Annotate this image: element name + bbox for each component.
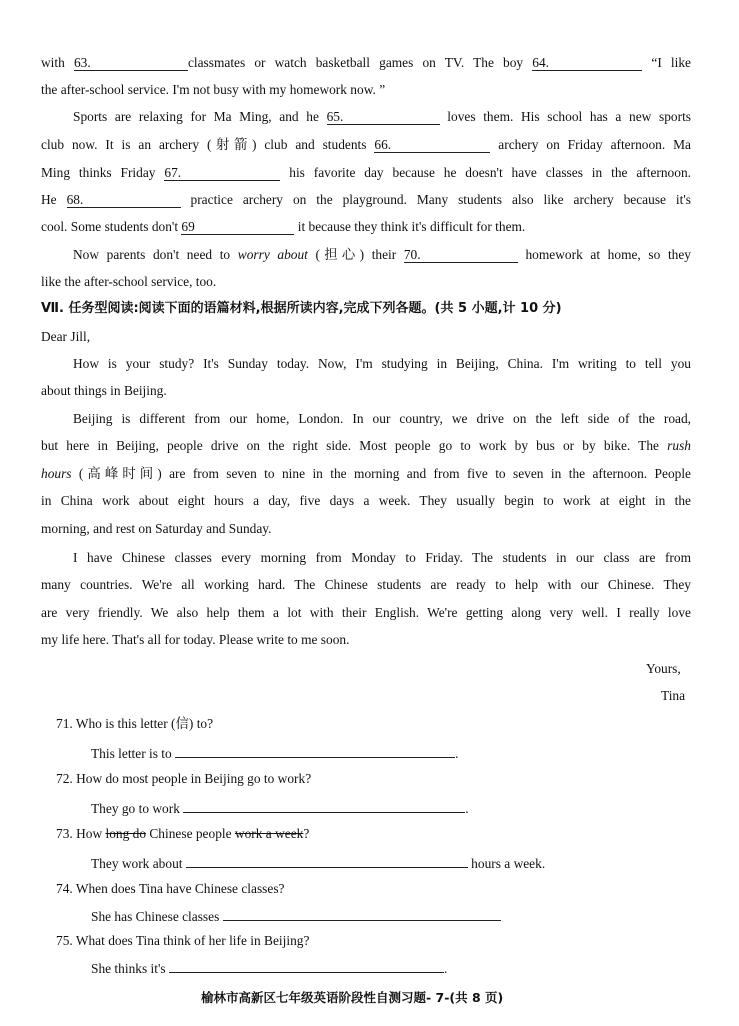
passage-line-9: like the after-school service, too.: [41, 274, 217, 289]
question-71: 71. Who is this letter (信) to?: [56, 716, 214, 731]
letter-line: in China work about eight hours a day, five days a week. They usually begin to work at eight in the: [41, 493, 691, 508]
answer-71-blank[interactable]: [175, 743, 455, 758]
letter-line: are very friendly. We also help them a lot with their English. We're getting along very well. I really love: [41, 605, 691, 620]
answer-74-blank[interactable]: [223, 906, 501, 921]
passage-line-4: club now. It is an archery (射箭) club and students 66. archery on Friday afternoon. Ma: [41, 137, 691, 152]
letter-line: many countries. We're all working hard. The Chinese students are ready to help with our Chinese. They: [41, 577, 691, 592]
blank-70[interactable]: 70.: [404, 247, 518, 263]
passage-line-3: Sports are relaxing for Ma Ming, and he 65. loves them. His school has a new sports: [73, 109, 692, 124]
answer-73-blank[interactable]: [186, 853, 468, 868]
passage-line-8: Now parents don't need to worry about (担心) their 70. homework at home, so they: [73, 247, 691, 262]
answer-72-blank[interactable]: [183, 798, 465, 813]
blank-64[interactable]: 64.: [532, 55, 642, 71]
passage-line-2: the after-school service. I'm not busy with my homework now. ”: [41, 82, 386, 97]
question-74: 74. When does Tina have Chinese classes?: [56, 881, 285, 896]
passage-line-7: cool. Some students don't 69 it because they think it's difficult for them.: [41, 219, 526, 234]
letter-signature: Tina: [661, 688, 686, 703]
letter-line: I have Chinese classes every morning from Monday to Friday. The students in our class are from: [73, 550, 691, 565]
letter-line: my life here. That's all for today. Please write to me soon.: [41, 632, 350, 647]
letter-greeting: Dear Jill,: [41, 329, 91, 344]
answer-73: They work about hours a week.: [91, 853, 545, 873]
passage-line-5: Ming thinks Friday 67. his favorite day because he doesn't have classes in the afternoon.: [41, 165, 691, 180]
answer-74: She has Chinese classes: [91, 906, 501, 926]
blank-63[interactable]: 63.: [74, 55, 188, 71]
letter-line: hours (高峰时间) are from seven to nine in the morning and from five to seven in the afternoon. People: [41, 466, 691, 481]
letter-line: but here in Beijing, people drive on the right side. Most people go to work by bus or by bike. The rush: [41, 438, 691, 453]
question-73: 73. How long do Chinese people work a week?: [56, 826, 310, 841]
letter-line: morning, and rest on Saturday and Sunday.: [41, 521, 272, 536]
answer-71: This letter is to .: [91, 743, 458, 763]
blank-66[interactable]: 66.: [374, 137, 490, 153]
letter-line: How is your study? It's Sunday today. Now, I'm studying in Beijing, China. I'm writing to tell you: [73, 356, 691, 371]
passage-line-1: with 63. classmates or watch basketball games on TV. The boy 64. “I like: [41, 55, 691, 70]
passage-line-6: He 68. practice archery on the playground. Many students also like archery because it's: [41, 192, 691, 207]
blank-65[interactable]: 65.: [327, 109, 440, 125]
letter-line: about things in Beijing.: [41, 383, 167, 398]
letter-closing: Yours,: [646, 661, 681, 676]
letter-line: Beijing is different from our home, London. In our country, we drive on the left side of the road,: [73, 411, 691, 426]
blank-67[interactable]: 67.: [164, 165, 280, 181]
blank-69[interactable]: 69: [181, 219, 294, 235]
answer-75-blank[interactable]: [169, 958, 444, 973]
answer-72: They go to work .: [91, 798, 469, 818]
answer-75: She thinks it's .: [91, 958, 447, 978]
page-footer: 榆林市高新区七年级英语阶段性自测习题- 7-(共 8 页): [201, 990, 504, 1005]
question-75: 75. What does Tina think of her life in Beijing?: [56, 933, 310, 948]
question-72: 72. How do most people in Beijing go to work?: [56, 771, 312, 786]
section-heading: Ⅶ. 任务型阅读:阅读下面的语篇材料,根据所读内容,完成下列各题。(共 5 小题,计 10 分): [41, 301, 562, 316]
blank-68[interactable]: 68.: [67, 192, 181, 208]
